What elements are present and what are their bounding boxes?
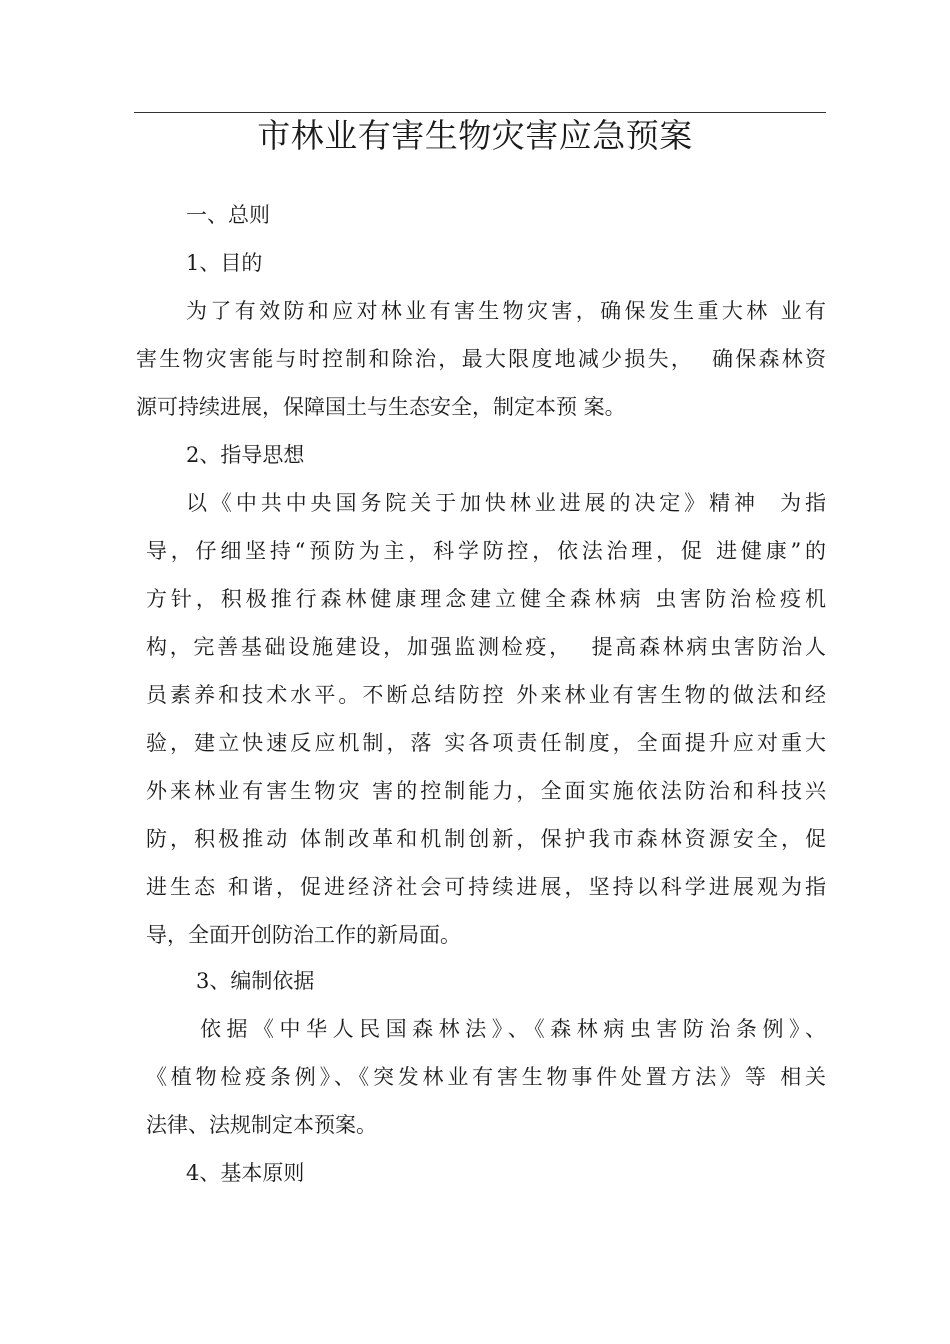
document-title: 市林业有害生物灾害应急预案 (257, 116, 693, 155)
purpose-line: 害生物灾害能与时控制和除治，最大限度地减少损失， 确保森林资 (136, 347, 826, 371)
guiding-line: 导，仔细坚持“预防为主，科学防控，依法治理，促 进健康”的 (146, 539, 826, 563)
basis-line: 依据《中华人民国森林法》、《森林病虫害防治条例》、 (200, 1017, 826, 1041)
header-rule (134, 112, 826, 113)
guiding-line: 验，建立快速反应机制，落 实各项责任制度，全面提升应对重大 (146, 731, 826, 755)
guiding-line: 外来林业有害生物灾 害的控制能力，全面实施依法防治和科技兴 (146, 779, 826, 803)
purpose-line: 为了有效防和应对林业有害生物灾害，确保发生重大林 业有 (186, 299, 826, 323)
heading-guiding: 2、指导思想 (186, 443, 305, 467)
heading-general: 一、总则 (186, 203, 270, 227)
heading-basis: 3、编制依据 (196, 969, 315, 993)
guiding-line: 导，全面开创防治工作的新局面。 (146, 923, 461, 947)
purpose-line: 源可持续进展，保障国土与生态安全，制定本预 案。 (136, 395, 626, 419)
guiding-line: 以《中共中央国务院关于加快林业进展的决定》精神 为指 (186, 491, 826, 515)
heading-purpose: 1、目的 (186, 251, 263, 275)
guiding-line: 防，积极推动 体制改革和机制创新，保护我市森林资源安全，促 (146, 827, 826, 851)
basis-line: 法律、法规制定本预案。 (146, 1113, 377, 1137)
heading-principles: 4、基本原则 (186, 1161, 305, 1185)
guiding-line: 构，完善基础设施建设，加强监测检疫， 提高森林病虫害防治人 (146, 635, 826, 659)
guiding-line: 进生态 和谐，促进经济社会可持续进展，坚持以科学进展观为指 (146, 875, 826, 899)
guiding-line: 员素养和技术水平。不断总结防控 外来林业有害生物的做法和经 (146, 683, 826, 707)
basis-line: 《植物检疫条例》、《突发林业有害生物事件处置方法》等 相关 (146, 1065, 826, 1089)
guiding-line: 方针，积极推行森林健康理念建立健全森林病 虫害防治检疫机 (146, 587, 826, 611)
